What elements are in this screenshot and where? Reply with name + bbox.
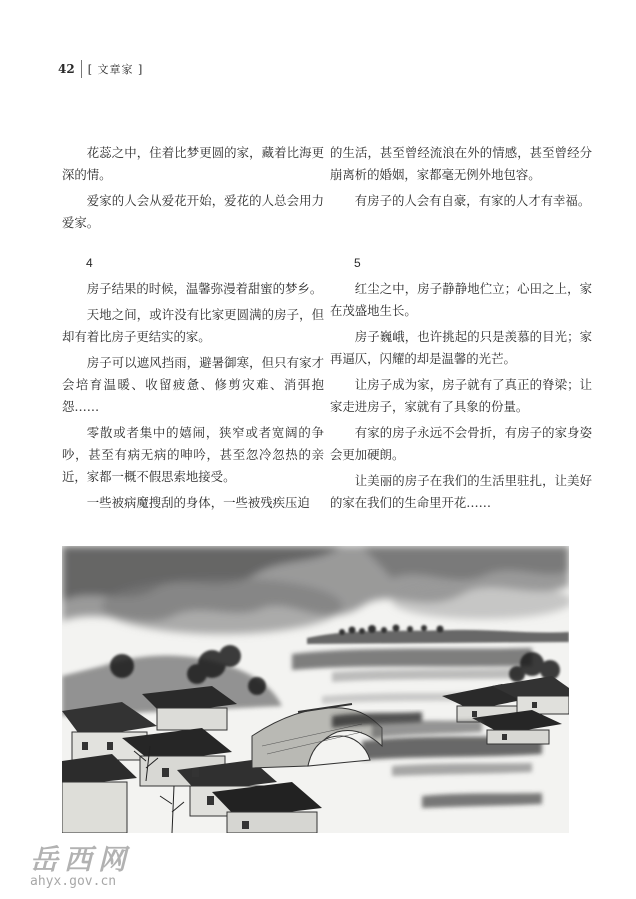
paragraph: 让美丽的房子在我们的生活里驻扎，让美好的家在我们的生命里开花…… [330, 473, 592, 510]
paragraph: 红尘之中，房子静静地伫立；心田之上，家在茂盛地生长。 [330, 281, 592, 318]
section-number: 5 [354, 256, 361, 270]
painting-svg [62, 546, 569, 833]
right-top-block [330, 142, 592, 216]
paragraph: 一些被病魔搜刮的身体，一些被残疾压迫 [86, 495, 310, 510]
paragraph: 花蕊之中，住着比梦更圆的家，藏着比海更深的情。 [62, 145, 324, 182]
section-5 [330, 252, 592, 518]
watermark-url: ahyx.gov.cn [30, 874, 117, 889]
site-watermark [30, 838, 170, 889]
paragraph: 让房子成为家，房子就有了真正的脊梁；让家走进房子，家就有了具象的份量。 [330, 377, 592, 414]
left-top-block [62, 142, 324, 238]
paragraph: 爱家的人会从爱花开始，爱花的人总会用力爱家。 [62, 193, 324, 230]
page-header [58, 58, 143, 80]
section-label: [ 文章家 ] [87, 63, 144, 76]
page-number: 42 [58, 60, 82, 78]
paragraph: 的生活，甚至曾经流浪在外的情感，甚至曾经分崩离析的婚姻，家都毫无例外地包容。 [330, 145, 592, 182]
watermark-logo: 岳西网 [30, 843, 133, 876]
paragraph: 房子结果的时候，温馨弥漫着甜蜜的梦乡。 [86, 281, 323, 296]
section-number: 4 [86, 256, 93, 270]
paragraph: 有家的房子永远不会骨折，有房子的家身姿会更加硬朗。 [330, 425, 592, 462]
paragraph: 有房子的人会有自豪，有家的人才有幸福。 [354, 193, 591, 208]
paragraph: 天地之间，或许没有比家更圆满的房子，但却有着比房子更结实的家。 [62, 307, 324, 344]
paragraph: 零散或者集中的嬉闹，狭窄或者宽阔的争吵，甚至有病无病的呻吟，甚至忽冷忽热的亲近，家都一概不假思索地接受。 [62, 425, 324, 484]
section-4 [62, 252, 324, 518]
paragraph: 房子巍峨，也许挑起的只是羡慕的目光；家再逼仄，闪耀的却是温馨的光芒。 [330, 329, 592, 366]
ink-landscape-painting [62, 546, 569, 833]
paragraph: 房子可以遮风挡雨，避暑御寒，但只有家才会培育温暖、收留疲惫、修剪灾难、消弭抱怨…… [62, 355, 324, 414]
